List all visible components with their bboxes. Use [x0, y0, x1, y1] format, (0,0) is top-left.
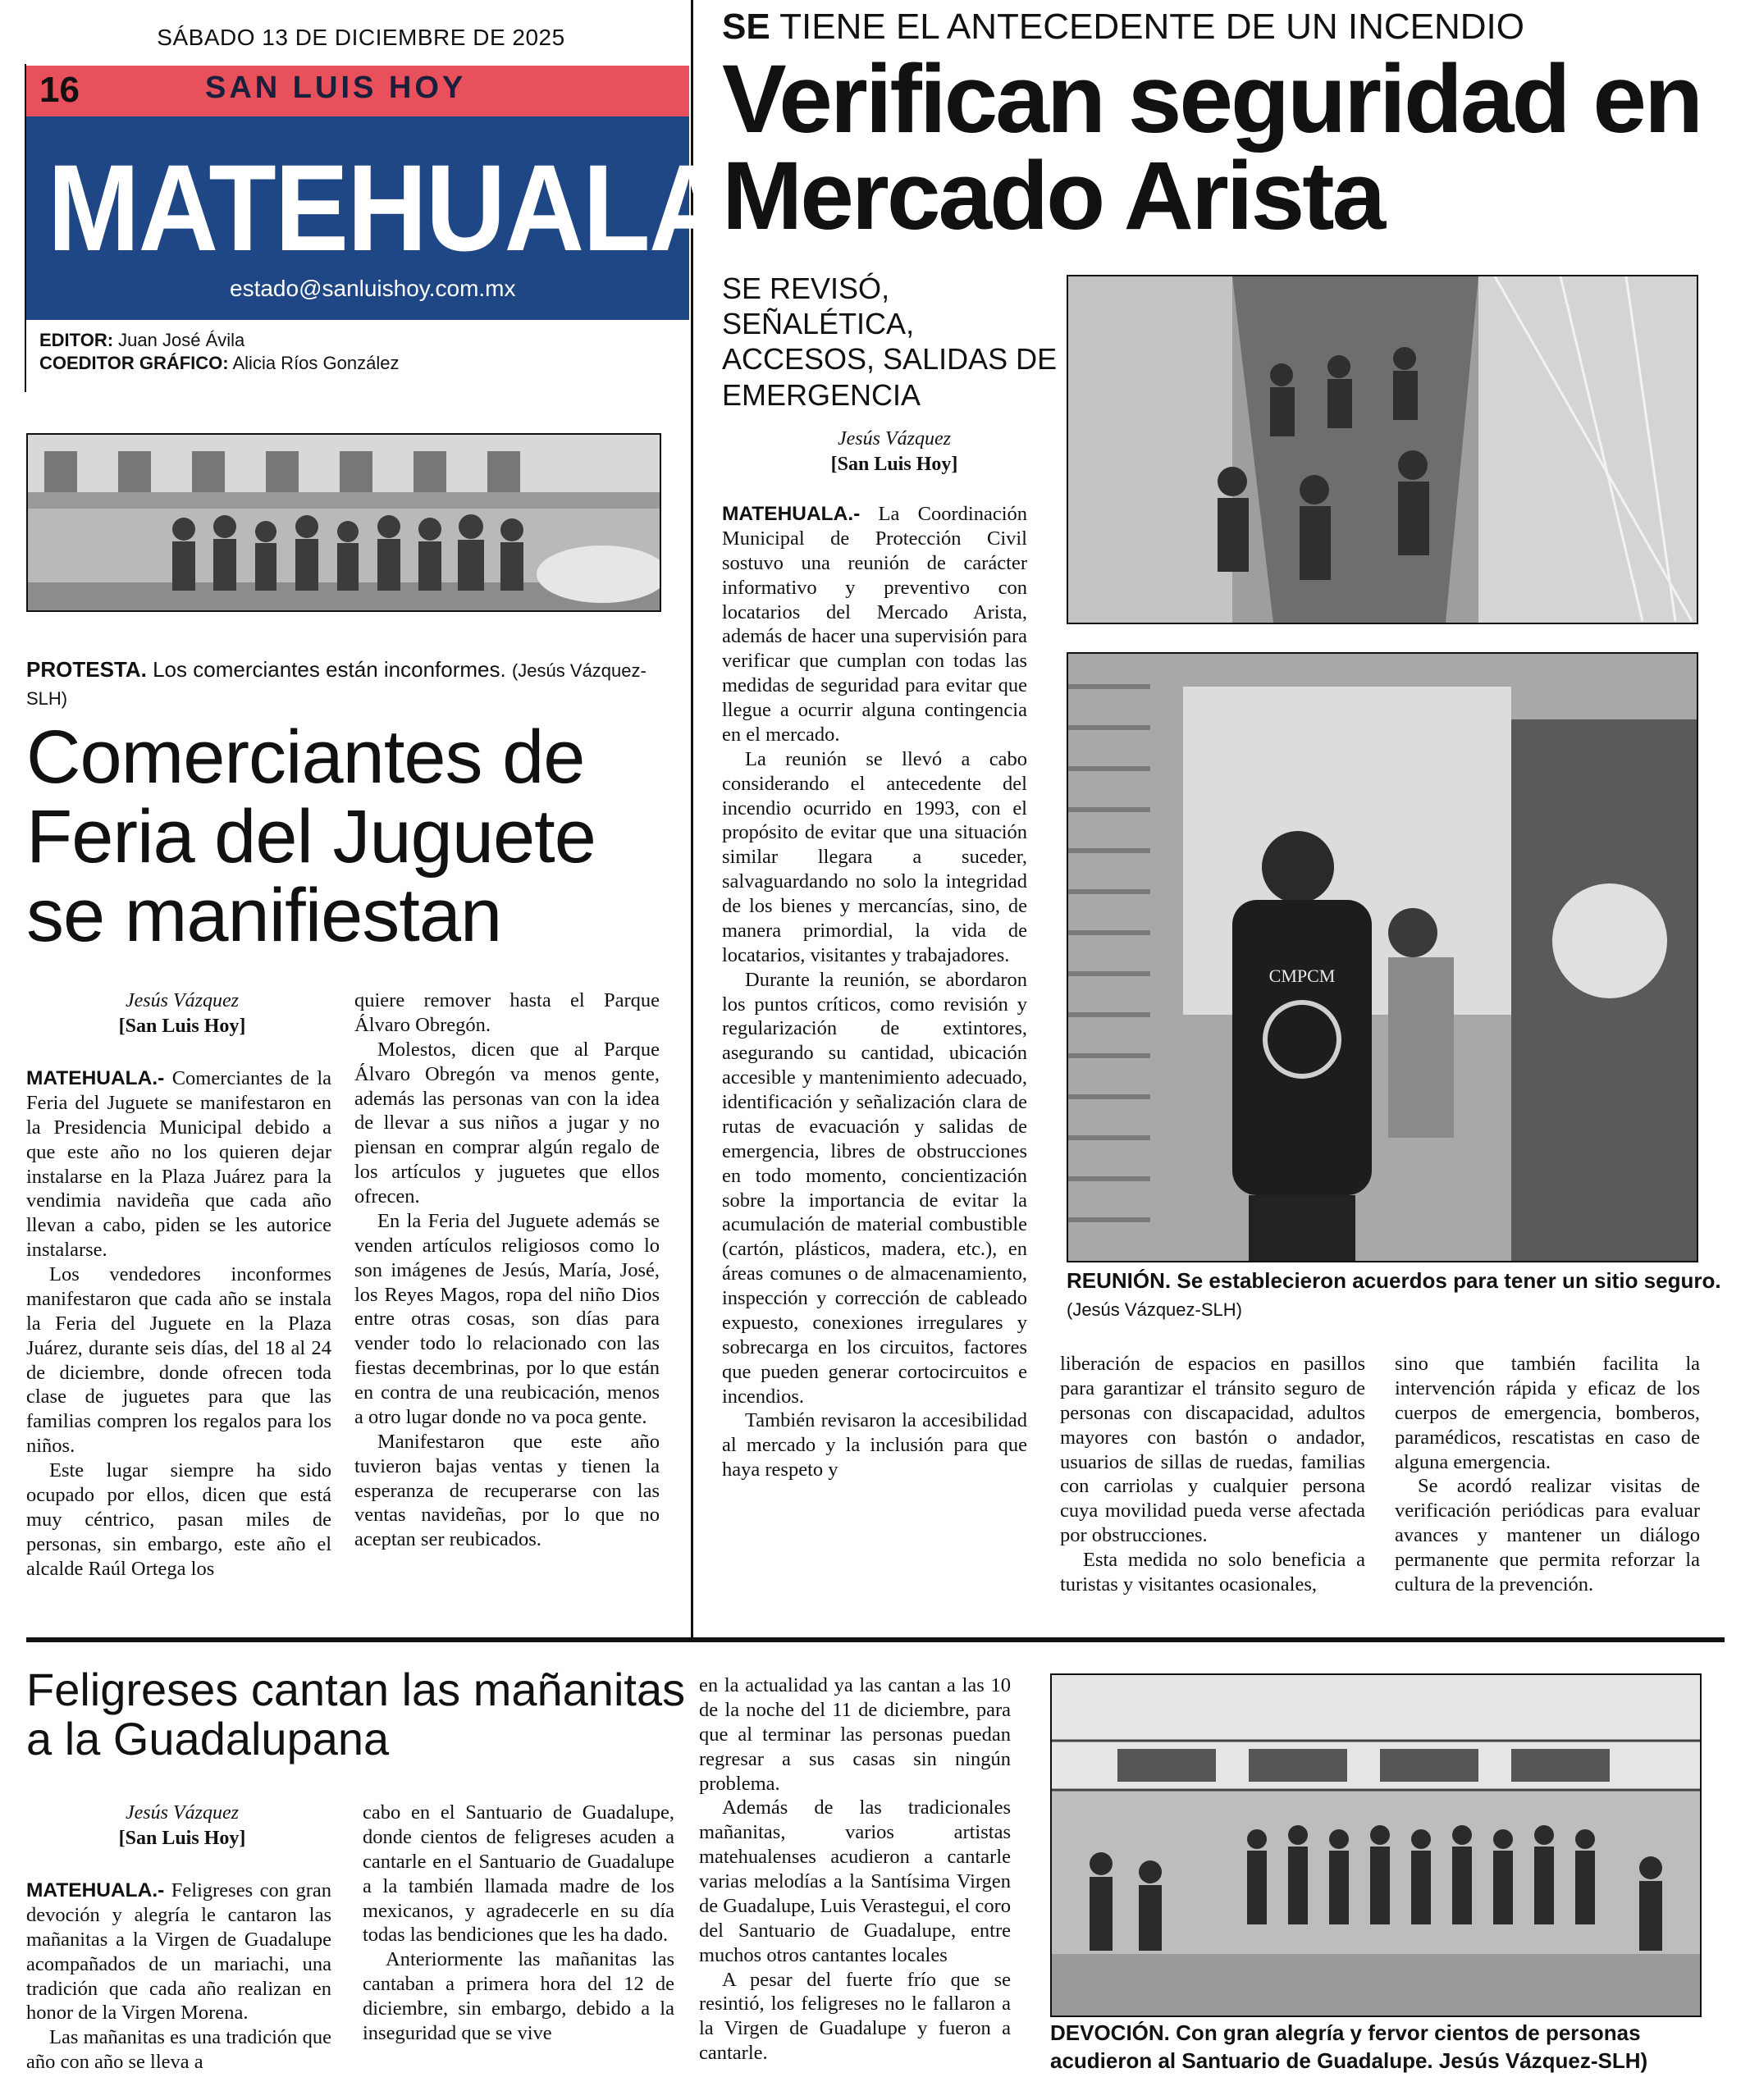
paragraph: liberación de espacios en pasillos para garantizar el tránsito seguro de personas con discapacidad, adultos mayores con bastón o andador, usuarios de sillas de ruedas, familias con carriolas y cualquier persona cuya movilidad pueda verse afectada por obstrucciones. — [1060, 1353, 1365, 1547]
kicker-mercado — [722, 7, 1524, 48]
paragraph: En la Feria del Juguete además se venden artículos religiosos como lo son imágenes de Jesús, María, José, los Reyes Magos, ropa del niño Dios entre otras cosas, son días para vender todo lo relacionado con las fiestas decembrinas, por lo que están en contra de una reubicación, menos a otro lugar donde no va poca gente. — [354, 1209, 660, 1428]
coeditor-credit — [39, 353, 399, 374]
inspector-photo-icon — [1068, 654, 1697, 1261]
caption-text: Con gran alegría y fervor cientos de personas acudieron al Santuario de Guadalupe. Jesús Vázquez-SLH) — [1050, 2020, 1648, 2073]
church-photo — [1050, 1673, 1702, 2017]
headline-mananitas: Feligreses cantan las mañanitas a la Guadalupana — [26, 1664, 686, 1765]
story3-column-1 — [26, 1879, 331, 2075]
story1-column-2 — [354, 988, 660, 1552]
byline-org: [San Luis Hoy] — [118, 1828, 246, 1850]
byline-org: [San Luis Hoy] — [118, 1016, 246, 1038]
market-photo-icon — [1068, 276, 1697, 623]
paragraph: También revisaron la accesibilidad al mercado y la inclusión para que haya respeto y — [722, 1409, 1027, 1481]
church-choir-photo-icon — [1052, 1675, 1700, 2016]
headline-mercado-arista: Verifican seguridad en Mercado Arista — [722, 45, 1702, 250]
paragraph: Manifestaron que este año tuvieron bajas ventas y tienen la esperanza de recuperarse con las ventas navideñas, por lo que no aceptan ser reubicados. — [354, 1430, 660, 1551]
editor-name: Juan José Ávila — [118, 330, 245, 350]
paragraph: en la actualidad ya las cantan a las 10 de la noche del 11 de diciembre, para que al terminar las personas puedan regresar a sus casas sin ningún problema. — [699, 1674, 1011, 1795]
caption-kicker: REUNIÓN. — [1067, 1268, 1172, 1293]
market-photo — [1067, 275, 1698, 624]
devocion-caption — [1050, 2020, 1715, 2075]
paragraph: Durante la reunión, se abordaron los puntos críticos, como revisión y regularización de extintores, asegurando su cantidad, ubicación accesible y mantenimiento adecuado, identificación y señalización clara de rutas de evacuación y salidas de emergencia, libres de obstrucciones en todo momento, concientización sobre la importancia de evitar la acumulación de material combustible (cartón, plásticos, madera, etc.), en áreas comunes o de almacenamiento, inspección y corrección de cableado expuesto, conexiones irregulares y sobrecarga en los circuitos, factores que pueden generar cortocircuitos e incendios. — [722, 968, 1027, 1408]
dateline: MATEHUALA.- — [26, 1067, 165, 1089]
paragraph: cabo en el Santuario de Guadalupe, donde cientos de feligreses acuden a cantarle en el Santuario de Guadalupe a la también llamada madre de los mexicanos, y agradecerle en su día todas las bendiciones que les ha dado. — [363, 1801, 674, 1947]
paragraph: Este lugar siempre ha sido ocupado por ellos, dicen que está muy céntrico, pasan miles de personas, sin embargo, este año el alcalde Raúl Ortega los — [26, 1459, 331, 1580]
caption-credit: (Jesús Vázquez-SLH) — [1067, 1299, 1242, 1320]
story2-column-2 — [1060, 1352, 1365, 1597]
caption-kicker: DEVOCIÓN. — [1050, 2020, 1170, 2045]
caption-text: Se establecieron acuerdos para tener un sitio seguro. — [1177, 1268, 1721, 1293]
issue-date: SÁBADO 13 DE DICIEMBRE DE 2025 — [157, 25, 565, 50]
protest-photo — [26, 433, 661, 612]
editor-credit — [39, 330, 244, 351]
inspector-photo — [1067, 652, 1698, 1262]
editor-label: EDITOR: — [39, 330, 114, 350]
story2-column-3 — [1395, 1352, 1700, 1597]
paragraph: Las mañanitas es una tradición que año con año se lleva a — [26, 2026, 331, 2074]
paragraph: Se acordó realizar visitas de verificación periódicas para evaluar avances y mantener un diálogo permanente que permita reforzar la cultura de la prevención. — [1395, 1475, 1700, 1596]
group-photo-icon — [28, 435, 660, 610]
story3-column-2 — [363, 1801, 674, 2046]
byline-org: [San Luis Hoy] — [830, 454, 958, 476]
dateline: MATEHUALA.- — [722, 503, 861, 525]
paragraph — [26, 1879, 331, 2025]
dateline: MATEHUALA.- — [26, 1879, 165, 1901]
paragraph: Los vendedores inconformes manifestaron que cada año se instala la Feria del Juguete en la Plaza Juárez, durante seis días, del 18 al 24 de diciembre, donde ofrecen toda clase de juguetes para que las familias compren los regalos para los niños. — [26, 1263, 331, 1458]
story3-column-3 — [699, 1673, 1011, 2066]
byline-story1 — [26, 988, 338, 1039]
paragraph-text: Feligreses con gran devoción y alegría le cantaron las mañanitas a la Virgen de Guadalupe acompañados de un mariachi, una tradición que cada año realizan en honor de la Virgen Morena. — [26, 1879, 331, 2025]
paragraph: sino que también facilita la intervención rápida y eficaz de los cuerpos de emergencia, bomberos, paramédicos, rescatistas en caso de alguna emergencia. — [1395, 1353, 1700, 1473]
reunion-caption — [1067, 1267, 1723, 1323]
deck-mercado: SE REVISÓ, SEÑALÉTICA, ACCESOS, SALIDAS DE EMERGENCIA — [722, 272, 1058, 412]
byline-author: Jesús Vázquez — [838, 428, 951, 450]
paragraph: Molestos, dicen que al Parque Álvaro Obregón va menos gente, además las personas van con la idea de llevar a sus niños a jugar y no piensan en comprar algún regalo de los artículos y juguetes que ellos ofrecen. — [354, 1038, 660, 1208]
headline-feria-juguete: Comerciantes de Feria del Juguete se manifiestan — [26, 715, 596, 958]
paragraph: Además de las tradicionales mañanitas, varios artistas matehualenses acudieron a cantarle varias melodías a la Santísima Virgen de Guadalupe, Luis Verastegui, el coro del Santuario de Guadalupe, entre muchos otros cantantes locales — [699, 1796, 1011, 1966]
byline-story3 — [26, 1801, 338, 1851]
byline-author: Jesús Vázquez — [126, 1802, 239, 1824]
vest-text: CMPCM — [1268, 966, 1336, 986]
paragraph: La reunión se llevó a cabo considerando el antecedente del incendio ocurrido en 1993, con el propósito de evitar que una situación similar llegara a suceder, salvaguardando no solo la integridad de los bienes y mercancías, sino, de manera primordial, la vida de locatarios, visitantes y trabajadores. — [722, 747, 1027, 966]
paragraph-text: La Coordinación Municipal de Protección Civil sostuvo una reunión de carácter informativo y preventivo con locatarios del Mercado Arista, además de hacer una supervisión para verificar que cumplan con todas las medidas de seguridad para evitar que llegue a ocurrir alguna contingencia en el mercado. — [722, 503, 1027, 746]
paragraph: A pesar del fuerte frío que se resintió, los feligreses no le fallaron a la Virgen de Guadalupe y fueron a cantarle. — [699, 1968, 1011, 2065]
section-email: estado@sanluishoy.com.mx — [230, 276, 516, 301]
section-rule — [26, 1637, 1725, 1642]
coeditor-name: Alicia Ríos González — [232, 353, 400, 373]
kicker-bold: SE — [722, 7, 770, 47]
caption-kicker: PROTESTA. — [26, 657, 147, 682]
caption-text: Los comerciantes están inconformes. — [153, 657, 506, 682]
protest-caption — [26, 656, 666, 712]
paragraph: Anteriormente las mañanitas las cantaban a primera hora del 12 de diciembre, sin embargo, debido a la inseguridad que se vive — [363, 1948, 674, 2044]
story2-column-1 — [722, 502, 1027, 1482]
byline-story2 — [722, 427, 1067, 477]
section-title: MATEHUALA — [48, 139, 728, 276]
coeditor-label: COEDITOR GRÁFICO: — [39, 353, 229, 373]
paragraph-text: Comerciantes de la Feria del Juguete se manifestaron en la Presidencia Municipal debido a que este año no los quieren dejar instalarse en la Plaza Juárez para la vendimia navideña que cada año llevan a cabo, piden se les autorice instalarse. — [26, 1067, 332, 1262]
caption-credit: (Jesús Vázquez-SLH) — [26, 660, 647, 709]
paragraph — [26, 1066, 331, 1262]
kicker-rest: TIENE EL ANTECEDENTE DE UN INCENDIO — [779, 7, 1524, 47]
paragraph: Esta medida no solo beneficia a turistas y visitantes ocasionales, — [1060, 1549, 1365, 1596]
newspaper-name: SAN LUIS HOY — [205, 71, 467, 105]
paragraph: quiere remover hasta el Parque Álvaro Obregón. — [354, 989, 660, 1036]
page-number: 16 — [39, 70, 80, 110]
paragraph — [722, 502, 1027, 747]
byline-author: Jesús Vázquez — [126, 990, 239, 1011]
story1-column-1 — [26, 1066, 331, 1581]
